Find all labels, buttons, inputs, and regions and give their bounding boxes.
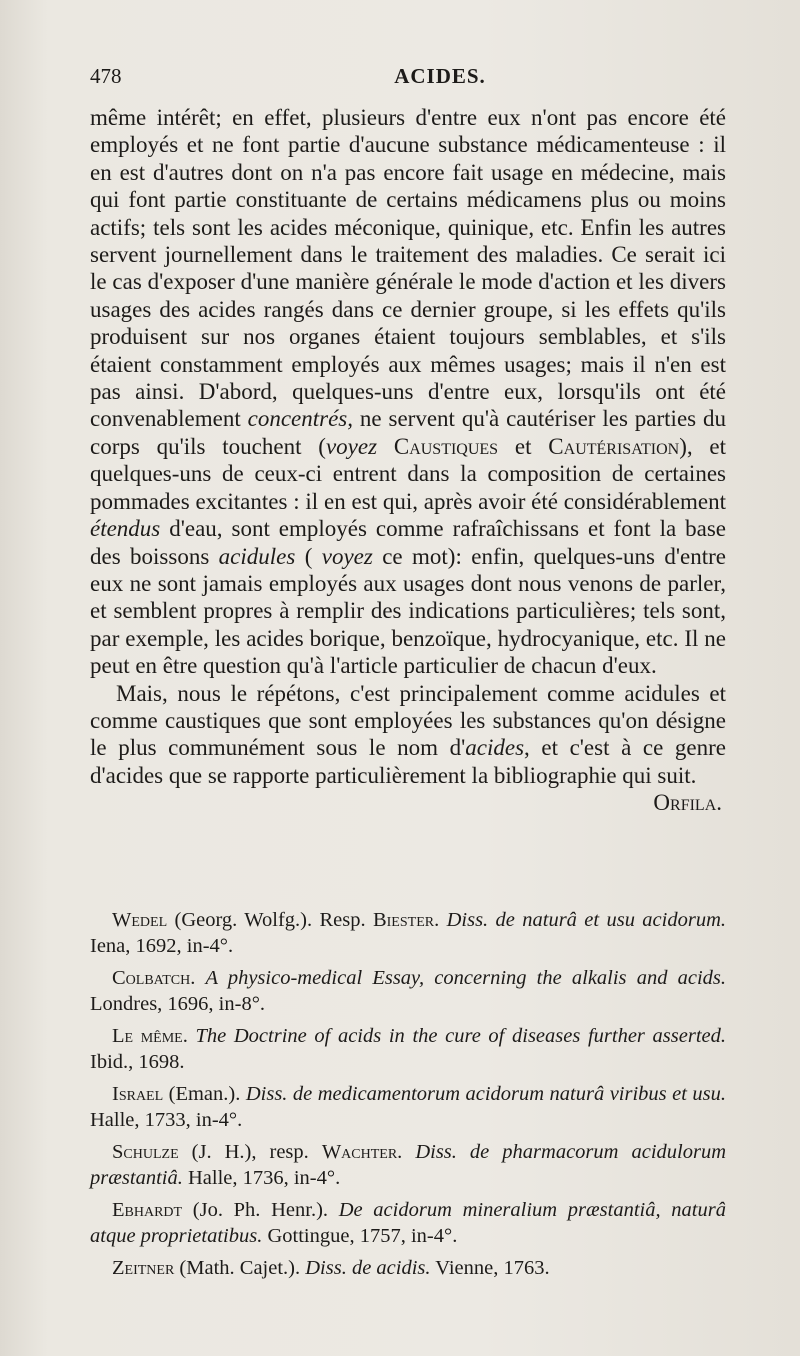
smallcaps-span: Cautérisation bbox=[548, 433, 680, 459]
text-span: ne servent qu'à cautériser les parties du corps qu'ils touchent ( bbox=[90, 406, 726, 459]
text-span: Vienne, 1763. bbox=[430, 1257, 550, 1279]
text-span: ), et quelques-uns de ceux-ci entrent dans la composition de certaines pommades excitantes : il en est qui, après avoir été considérablement bbox=[90, 433, 726, 514]
running-title: ACIDES. bbox=[394, 64, 486, 88]
paragraph-2 bbox=[90, 680, 726, 817]
text-span: . bbox=[190, 967, 206, 989]
bib-title: Diss. de acidis. bbox=[305, 1257, 431, 1279]
text-span: Mais, nous le répétons, c'est principalement comme acidules et comme caustiques que sont employées les substances qu'on désigne le plus communément sous le nom d' bbox=[90, 680, 726, 761]
bibliography-entry bbox=[90, 1139, 726, 1191]
page-header bbox=[90, 64, 730, 94]
italic-span: acidules bbox=[218, 543, 296, 569]
bib-title: A physico-medical Essay, concerning the alkalis and acids. bbox=[205, 967, 726, 989]
italic-span: étendus bbox=[90, 516, 161, 542]
bib-name: Biester bbox=[372, 909, 435, 931]
bib-author: Israel bbox=[112, 1083, 164, 1105]
paragraph-1 bbox=[90, 104, 726, 680]
text-span: (Jo. Ph. Henr.). bbox=[182, 1199, 339, 1221]
bib-author: Le même bbox=[112, 1025, 183, 1047]
text-span: Londres, 1696, in-8°. bbox=[90, 993, 266, 1015]
bib-title: De acidorum mineralium præstantiâ, naturâ atque proprietatibus. bbox=[90, 1199, 726, 1247]
text-span: (Eman.). bbox=[163, 1083, 246, 1105]
text-span: Gottingue, 1757, in-4°. bbox=[262, 1225, 458, 1247]
text-span: ce mot): enfin, quelques-uns d'entre eux ne sont jamais employés aux usages dont nous venons de parler, et semblent propres à remplir des indications particulières; tels sont, par exemple, les acides borique, benzoïque, hydrocyanique, etc. Il ne peut en être question qu'à l'article particulier de chacun d'eux. bbox=[90, 543, 726, 679]
text-span: . bbox=[397, 1141, 416, 1163]
text-span: d'eau, sont employés comme rafraîchissans et font la base des boissons bbox=[90, 516, 726, 569]
text-span: ( bbox=[295, 543, 322, 569]
bib-name: Wachter bbox=[321, 1141, 398, 1163]
italic-span: voyez bbox=[325, 433, 378, 459]
italic-span: voyez bbox=[321, 543, 373, 569]
text-span: . bbox=[434, 909, 447, 931]
smallcaps-span: Caustiques bbox=[377, 433, 499, 459]
bib-title: Diss. de naturâ et usu acidorum. bbox=[446, 909, 727, 931]
author-signature: Orfila. bbox=[653, 790, 722, 816]
bibliography-entry bbox=[90, 907, 726, 959]
text-span: même intérêt; en effet, plusieurs d'entre eux n'ont pas encore été employés et ne font partie d'aucune substance médicamenteuse : il en est d'autres dont on n'a pas encore fait usage en médecine, mais qui font partie constituante de certains médicamens plus ou moins actifs; tels sont les acides méconique, quinique, etc. Enfin les autres servent journellement dans le traitement des maladies. Ce serait ici le cas d'exposer d'une manière générale le mode d'action et les divers usages des acides rangés dans ce dernier groupe, si les effets qu'ils produisent sur nos organes étaient toujours semblables, et s'ils étaient constamment employés aux mêmes usages; mais il n'en est pas ainsi. D'abord, quelques-uns d'entre eux, lorsqu'ils ont été convenablement bbox=[90, 105, 726, 432]
bib-author: Schulze bbox=[112, 1141, 179, 1163]
bibliography-entry bbox=[90, 965, 726, 1017]
bib-title: Diss. de pharmacorum acidulorum præstantiâ. bbox=[90, 1141, 727, 1189]
bib-author: Colbatch bbox=[112, 967, 191, 989]
bibliography-entry bbox=[90, 1023, 726, 1075]
text-span: . bbox=[182, 1025, 196, 1047]
bib-title: Diss. de medicamentorum acidorum naturâ viribus et usu. bbox=[245, 1083, 726, 1105]
bib-author: Zeitner bbox=[112, 1257, 175, 1279]
body-text bbox=[90, 104, 726, 817]
text-span: Halle, 1736, in-4°. bbox=[182, 1167, 341, 1189]
bibliography-entry bbox=[90, 1255, 726, 1281]
text-span: (J. H.), resp. bbox=[178, 1141, 322, 1163]
italic-span: acides bbox=[465, 735, 525, 761]
text-span: , et c'est à ce genre d'acides que se rapporte particulièrement la bibliographie qui suit. bbox=[90, 735, 726, 788]
bibliography bbox=[90, 907, 726, 1287]
bib-author: Wedel bbox=[112, 909, 168, 931]
bib-author: Ebhardt bbox=[112, 1199, 183, 1221]
text-span: et bbox=[498, 433, 549, 459]
italic-span: concentrés, bbox=[247, 406, 353, 432]
text-span: Iena, 1692, in-4°. bbox=[90, 935, 234, 957]
bibliography-entry bbox=[90, 1197, 726, 1249]
text-span: (Math. Cajet.). bbox=[174, 1257, 306, 1279]
text-span: Ibid., 1698. bbox=[90, 1051, 185, 1073]
bib-title: The Doctrine of acids in the cure of diseases further asserted. bbox=[195, 1025, 727, 1047]
bibliography-entry bbox=[90, 1081, 726, 1133]
text-span: (Georg. Wolfg.). Resp. bbox=[167, 909, 373, 931]
text-span: Halle, 1733, in-4°. bbox=[90, 1109, 243, 1131]
page-number: 478 bbox=[90, 64, 122, 88]
